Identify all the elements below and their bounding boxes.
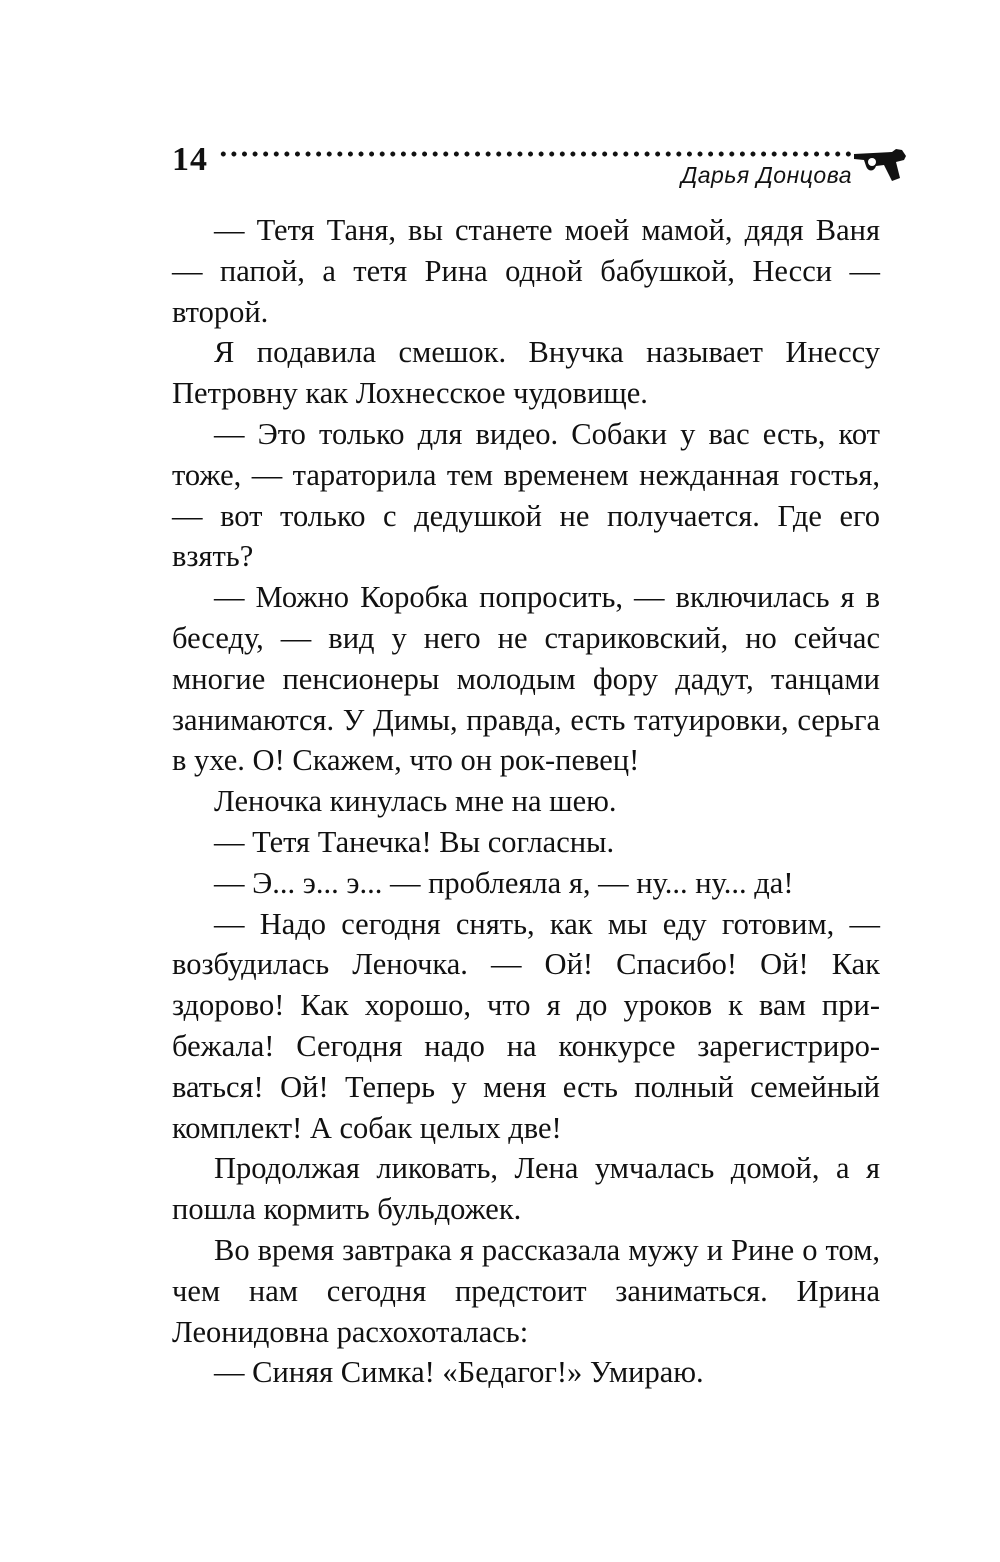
body-text [172,210,880,1393]
paragraph: — Тетя Танечка! Вы согласны. [214,824,615,859]
page-number: 14 [172,141,208,178]
dotted-rule [218,150,856,158]
paragraph: — Это только для видео. Собаки у вас есть, кот тоже, — тараторила тем временем нежданная гостья, — вот только с дедушкой не получается. Где его взять? [172,416,880,574]
paragraph: — Синяя Симка! «Бедагог!» Умираю. [214,1355,704,1390]
revolver-icon [852,148,908,182]
running-header-author: Дарья Донцова [681,162,852,188]
paragraph: Продолжая ликовать, Лена умчалась домой, а я пошла кормить бульдожек. [172,1151,880,1227]
paragraph: — Э... э... э... — проблеяла я, — ну... ну... да! [214,865,794,900]
paragraph: Я подавила смешок. Внучка называет Инессу Петровну как Лохнесское чудовище. [172,335,880,411]
paragraph: — Надо сегодня снять, как мы еду готовим, — возбудилась Леночка. — Ой! Спасибо! Ой! Как здорово! Как хорошо, что я до уроков к вам прибежала! Сегодня надо на конкурсе зарегистрироваться! Ой! Теперь у меня есть полный семейный комплект! А собак целых две! [172,906,880,1145]
paragraph: — Можно Коробка попросить, — включилась я в беседу, — вид у него не стариковский, но сейчас многие пенсионеры молодым фору дадут, танцами занимаются. У Димы, правда, есть татуировки, серьга в ухе. О! Скажем, что он рок-певец! [172,580,880,778]
paragraph: — Тетя Таня, вы станете моей мамой, дядя Ваня — папой, а тетя Рина одной бабушкой, Несси — второй. [172,213,880,329]
paragraph: Леночка кинулась мне на шею. [214,784,617,819]
paragraph: Во время завтрака я рассказала мужу и Рине о том, чем нам сегодня предстоит заниматься. Ирина Леонидовна расхохоталась: [172,1232,880,1349]
